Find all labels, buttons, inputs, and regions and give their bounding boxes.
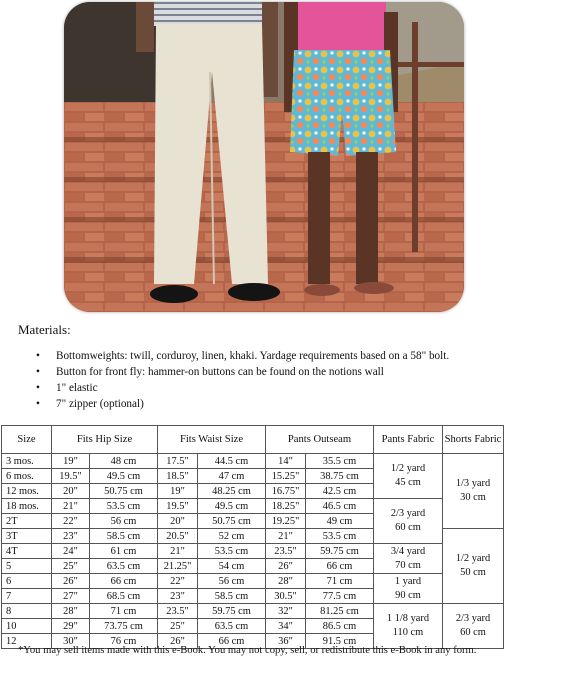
table-cell-hip-cm: 73.75 cm xyxy=(90,619,158,634)
materials-title: Materials: xyxy=(18,322,71,337)
table-row xyxy=(2,454,504,469)
table-cell-size: 4T xyxy=(2,544,52,559)
table-cell-outseam-cm: 71 cm xyxy=(306,574,374,589)
footnote: *You may sell items made with this e-Book. You may not copy, sell, or redistribute this e-Book in any form. xyxy=(18,645,477,656)
table-cell-outseam-cm: 49 cm xyxy=(306,514,374,529)
table-cell-size: 8 xyxy=(2,604,52,619)
pants-fabric-cell xyxy=(374,544,443,574)
table-cell-waist-in: 19.5" xyxy=(158,499,198,514)
table-cell-waist-in: 20" xyxy=(158,514,198,529)
pants-fabric-cell xyxy=(374,454,443,499)
table-cell-outseam-cm: 46.5 cm xyxy=(306,499,374,514)
photo-illustration xyxy=(64,2,464,312)
table-cell-waist-in: 19" xyxy=(158,484,198,499)
table-row xyxy=(2,499,504,514)
list-item xyxy=(36,380,449,396)
shorts-fabric-cell xyxy=(443,454,504,529)
shorts-fabric-cell xyxy=(443,529,504,604)
pants-fabric-cm: 60 cm xyxy=(395,522,421,533)
table-cell-outseam-cm: 91.5 cm xyxy=(306,634,374,649)
header-size: Size xyxy=(2,426,52,454)
table-cell-hip-in: 26" xyxy=(52,574,90,589)
table-cell-hip-cm: 50.75 cm xyxy=(90,484,158,499)
table-cell-outseam-cm: 42.5 cm xyxy=(306,484,374,499)
table-cell-outseam-in: 28" xyxy=(266,574,306,589)
materials-item-text: Button for front fly: hammer-on buttons can be found on the notions wall xyxy=(56,366,384,378)
table-cell-hip-cm: 56 cm xyxy=(90,514,158,529)
product-photo xyxy=(64,2,464,312)
table-cell-outseam-in: 32" xyxy=(266,604,306,619)
table-cell-outseam-in: 18.25" xyxy=(266,499,306,514)
table-cell-outseam-in: 16.75" xyxy=(266,484,306,499)
table-cell-hip-cm: 71 cm xyxy=(90,604,158,619)
table-cell-size: 6 mos. xyxy=(2,469,52,484)
table-cell-size: 10 xyxy=(2,619,52,634)
pants-fabric-cell xyxy=(374,604,443,649)
table-cell-hip-cm: 53.5 cm xyxy=(90,499,158,514)
table-cell-hip-cm: 76 cm xyxy=(90,634,158,649)
pants-fabric-cell xyxy=(374,499,443,544)
table-cell-waist-in: 18.5" xyxy=(158,469,198,484)
table-cell-waist-in: 21.25" xyxy=(158,559,198,574)
pants-fabric-cm: 110 cm xyxy=(392,627,424,638)
table-cell-size: 7 xyxy=(2,589,52,604)
table-cell-outseam-in: 15.25" xyxy=(266,469,306,484)
table-cell-waist-cm: 50.75 cm xyxy=(198,514,266,529)
table-cell-size: 18 mos. xyxy=(2,499,52,514)
materials-list xyxy=(36,348,449,412)
table-cell-outseam-cm: 77.5 cm xyxy=(306,589,374,604)
table-cell-hip-in: 28" xyxy=(52,604,90,619)
materials-item-text: 7" zipper (optional) xyxy=(56,398,144,410)
bullet-icon: • xyxy=(36,350,40,362)
pants-fabric-cm: 70 cm xyxy=(395,559,421,571)
table-cell-hip-in: 19" xyxy=(52,454,90,469)
shorts-fabric-cm: 30 cm xyxy=(460,492,486,503)
table-cell-outseam-in: 21" xyxy=(266,529,306,544)
pants-fabric-yard: 3/4 yard xyxy=(390,545,426,557)
bullet-icon: • xyxy=(36,398,40,410)
table-cell-outseam-in: 26" xyxy=(266,559,306,574)
table-cell-size: 6 xyxy=(2,574,52,589)
bullet-icon: • xyxy=(36,366,40,378)
table-cell-waist-cm: 49.5 cm xyxy=(198,499,266,514)
pants-fabric-cell xyxy=(374,574,443,604)
table-cell-size: 5 xyxy=(2,559,52,574)
table-cell-outseam-in: 19.25" xyxy=(266,514,306,529)
table-cell-waist-cm: 66 cm xyxy=(198,634,266,649)
table-cell-size: 3 mos. xyxy=(2,454,52,469)
table-cell-waist-in: 23.5" xyxy=(158,604,198,619)
table-cell-hip-cm: 58.5 cm xyxy=(90,529,158,544)
header-shorts-fabric: Shorts Fabric xyxy=(443,426,504,454)
list-item xyxy=(36,364,449,380)
table-cell-hip-cm: 49.5 cm xyxy=(90,469,158,484)
table-cell-hip-cm: 63.5 cm xyxy=(90,559,158,574)
table-cell-hip-in: 30" xyxy=(52,634,90,649)
table-cell-hip-in: 25" xyxy=(52,559,90,574)
shorts-fabric-yard: 2/3 yard xyxy=(455,613,491,624)
table-cell-outseam-cm: 35.5 cm xyxy=(306,454,374,469)
shorts-fabric-cell xyxy=(443,604,504,649)
table-cell-waist-cm: 63.5 cm xyxy=(198,619,266,634)
table-row xyxy=(2,604,504,619)
shorts-fabric-cm: 50 cm xyxy=(460,567,486,578)
table-cell-waist-cm: 58.5 cm xyxy=(198,589,266,604)
table-cell-outseam-cm: 53.5 cm xyxy=(306,529,374,544)
size-chart-table xyxy=(1,425,504,649)
table-cell-hip-in: 24" xyxy=(52,544,90,559)
table-cell-waist-in: 26" xyxy=(158,634,198,649)
table-cell-size: 12 xyxy=(2,634,52,649)
table-cell-hip-cm: 48 cm xyxy=(90,454,158,469)
table-cell-waist-in: 21" xyxy=(158,544,198,559)
table-cell-size: 2T xyxy=(2,514,52,529)
table-cell-waist-cm: 53.5 cm xyxy=(198,544,266,559)
shorts-fabric-yard: 1/3 yard xyxy=(455,478,491,489)
table-cell-hip-in: 20" xyxy=(52,484,90,499)
pants-fabric-cm: 45 cm xyxy=(395,477,421,488)
table-cell-size: 3T xyxy=(2,529,52,544)
table-cell-outseam-in: 34" xyxy=(266,619,306,634)
table-cell-outseam-cm: 81.25 cm xyxy=(306,604,374,619)
table-header-row xyxy=(2,426,504,454)
pants-fabric-cm: 90 cm xyxy=(395,589,421,601)
table-cell-waist-in: 25" xyxy=(158,619,198,634)
pants-fabric-yard: 1 1/8 yard xyxy=(386,613,430,624)
table-cell-outseam-in: 36" xyxy=(266,634,306,649)
table-cell-hip-in: 19.5" xyxy=(52,469,90,484)
header-hip: Fits Hip Size xyxy=(52,426,158,454)
table-cell-outseam-cm: 38.75 cm xyxy=(306,469,374,484)
pants-fabric-yard: 1/2 yard xyxy=(390,463,426,474)
table-cell-outseam-cm: 59.75 cm xyxy=(306,544,374,559)
list-item xyxy=(36,348,449,364)
table-cell-hip-in: 21" xyxy=(52,499,90,514)
table-cell-hip-cm: 68.5 cm xyxy=(90,589,158,604)
table-cell-size: 12 mos. xyxy=(2,484,52,499)
table-cell-hip-in: 22" xyxy=(52,514,90,529)
table-cell-outseam-in: 14" xyxy=(266,454,306,469)
table-cell-outseam-in: 23.5" xyxy=(266,544,306,559)
table-row xyxy=(2,544,504,559)
table-cell-waist-cm: 59.75 cm xyxy=(198,604,266,619)
pants-fabric-yard: 1 yard xyxy=(394,575,422,587)
table-cell-waist-in: 22" xyxy=(158,574,198,589)
list-item xyxy=(36,396,449,412)
table-cell-waist-in: 20.5" xyxy=(158,529,198,544)
table-cell-waist-cm: 54 cm xyxy=(198,559,266,574)
table-cell-waist-in: 17.5" xyxy=(158,454,198,469)
pants-fabric-yard: 2/3 yard xyxy=(390,508,426,519)
table-cell-outseam-in: 30.5" xyxy=(266,589,306,604)
table-cell-waist-cm: 56 cm xyxy=(198,574,266,589)
materials-item-text: 1" elastic xyxy=(56,382,98,394)
shorts-fabric-yard: 1/2 yard xyxy=(455,553,491,564)
table-cell-hip-in: 29" xyxy=(52,619,90,634)
table-cell-hip-cm: 66 cm xyxy=(90,574,158,589)
header-pants-fabric: Pants Fabric xyxy=(374,426,443,454)
table-cell-waist-in: 23" xyxy=(158,589,198,604)
table-cell-outseam-cm: 86.5 cm xyxy=(306,619,374,634)
table-cell-hip-cm: 61 cm xyxy=(90,544,158,559)
table-cell-hip-in: 23" xyxy=(52,529,90,544)
table-cell-outseam-cm: 66 cm xyxy=(306,559,374,574)
header-waist: Fits Waist Size xyxy=(158,426,266,454)
header-outseam: Pants Outseam xyxy=(266,426,374,454)
table-cell-hip-in: 27" xyxy=(52,589,90,604)
table-cell-waist-cm: 48.25 cm xyxy=(198,484,266,499)
table-cell-waist-cm: 47 cm xyxy=(198,469,266,484)
bullet-icon: • xyxy=(36,382,40,394)
table-cell-waist-cm: 44.5 cm xyxy=(198,454,266,469)
table-cell-waist-cm: 52 cm xyxy=(198,529,266,544)
shorts-fabric-cm: 60 cm xyxy=(460,627,486,638)
table-row xyxy=(2,574,504,589)
materials-item-text: Bottomweights: twill, corduroy, linen, khaki. Yardage requirements based on a 58" bolt. xyxy=(56,350,450,362)
